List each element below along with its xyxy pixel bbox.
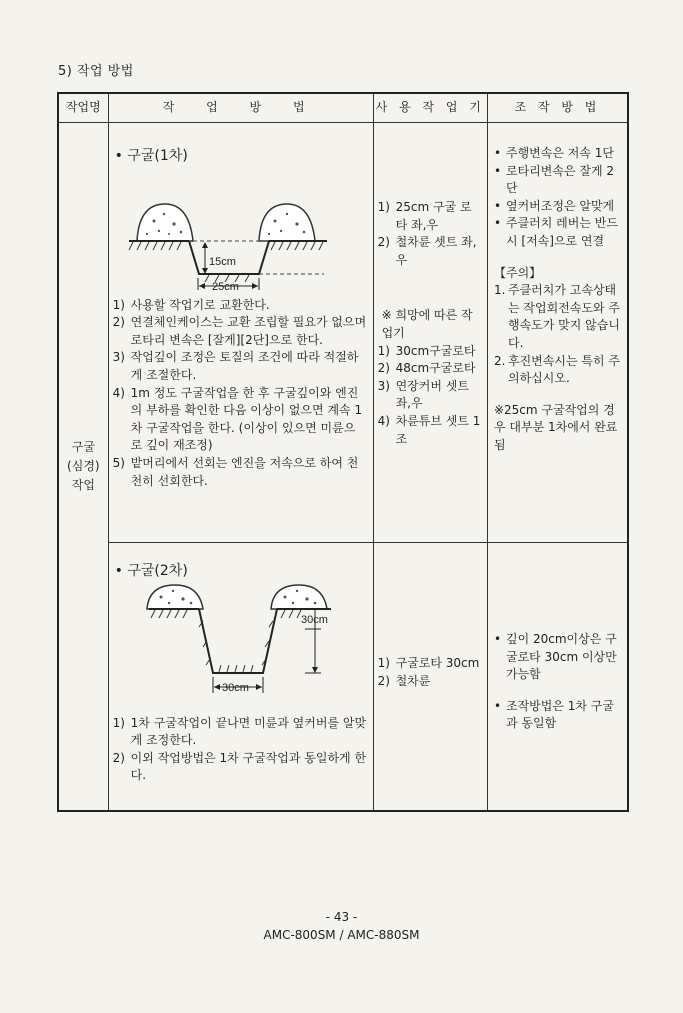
- header-equipment: 사 용 작 업 기: [373, 93, 487, 123]
- subtitle-second-pass: • 구굴(2차): [114, 563, 188, 579]
- first-pass-trench-diagram: [109, 166, 373, 291]
- second-pass-depth-label: 30cm: [300, 613, 328, 626]
- second-pass-steps: [109, 715, 373, 785]
- list-item: 4) 1m 정도 구굴작업을 한 후 구굴깊이와 엔진의 부하를 확인한 다음 이상이 없으면 계속 1차 구굴작업을 한다. (이상이 있으면 미륜으로 깊이 재조정): [112, 385, 363, 453]
- list-item: 1. 주클러치가 고속상태는 작업회전속도와 주행속도가 맞지 않습니다.: [493, 283, 620, 350]
- list-item: 1) 30cm구굴로타: [377, 343, 476, 358]
- table-row: [58, 543, 628, 811]
- list-item: 5) 밭머리에서 선회는 엔진을 저속으로 하여 천천히 선회한다.: [112, 455, 359, 488]
- table-header-row: [58, 93, 628, 123]
- list-item: • 주행변속은 저속 1단: [493, 146, 614, 160]
- first-pass-width-label: 25cm: [211, 280, 239, 291]
- second-pass-width-label: 30cm: [221, 681, 249, 694]
- list-item: • 조작방법은 1차 구굴과 동일함: [493, 698, 614, 731]
- operation-cell-1: [487, 123, 628, 543]
- section-heading: 5) 작업 방법: [58, 64, 134, 79]
- optional-equipment-note: ※ 희망에 따른 작업기: [381, 308, 473, 340]
- list-item: • 옆커버조정은 알맞게: [493, 198, 615, 213]
- equipment-cell-1: [373, 123, 487, 543]
- header-method: 작 업 방 법: [108, 93, 373, 123]
- list-item: 3) 작업깊이 조정은 토질의 조건에 따라 적절하게 조절한다.: [112, 350, 359, 382]
- task-name-line: (심경): [67, 458, 100, 473]
- method-cell-2: [108, 543, 373, 811]
- list-item: 4) 차륜튜브 셋트 1조: [377, 413, 481, 446]
- operation-note: ※25cm 구굴작업의 경우 대부분 1차에서 완료됨: [493, 402, 618, 452]
- list-item: 2) 연결체인케이스는 교환 조립할 필요가 없으며 로타리 변속은 [잘게][2단]으로 한다.: [112, 315, 367, 347]
- list-item: 1) 25cm 구굴 로타 좌,우: [377, 200, 472, 232]
- model-number: AMC-800SM / AMC-880SM: [263, 928, 420, 942]
- list-item: 3) 연장커버 셋트 좌,우: [377, 378, 469, 411]
- subtitle-first-pass: • 구굴(1차): [114, 148, 188, 164]
- list-item: 2. 후진변속시는 특히 주의하십시오.: [493, 353, 620, 386]
- list-item: 1) 사용할 작업기로 교환한다.: [112, 297, 270, 312]
- page-number: - 43 -: [325, 910, 358, 924]
- table-row: [58, 123, 628, 543]
- list-item: • 로타리변속은 잘게 2단: [493, 163, 614, 196]
- first-pass-depth-label: 15cm: [208, 255, 236, 268]
- method-cell-1: [108, 123, 373, 543]
- header-task-name: 작업명: [58, 93, 108, 123]
- warning-title: 【주의】: [493, 265, 542, 280]
- task-name-line: 구굴: [71, 439, 95, 454]
- list-item: 2) 이외 작업방법은 1차 구굴작업과 동일하게 한다.: [112, 750, 367, 783]
- list-item: 2) 48cm구굴로타: [377, 361, 476, 376]
- list-item: 2) 철차륜: [377, 673, 431, 688]
- operation-cell-2: [487, 543, 628, 811]
- task-name-cell: [58, 123, 108, 811]
- task-name-line: 작업: [71, 477, 95, 492]
- list-item: 1) 구굴로타 30cm: [377, 656, 480, 670]
- list-item: • 깊이 20cm이상은 구굴로타 30cm 이상만 가능함: [493, 632, 617, 682]
- equipment-cell-2: [373, 543, 487, 811]
- work-method-table: [57, 92, 629, 812]
- header-operation: 조 작 방 법: [487, 93, 628, 123]
- first-pass-steps: [109, 297, 373, 491]
- list-item: 2) 철차륜 셋트 좌,우: [377, 235, 477, 267]
- second-pass-trench-diagram: [109, 581, 373, 709]
- list-item: • 주클러치 레버는 반드시 [저속]으로 연결: [493, 216, 618, 248]
- list-item: 1) 1차 구굴작업이 끝나면 미륜과 옆커버를 알맞게 조정한다.: [112, 715, 367, 748]
